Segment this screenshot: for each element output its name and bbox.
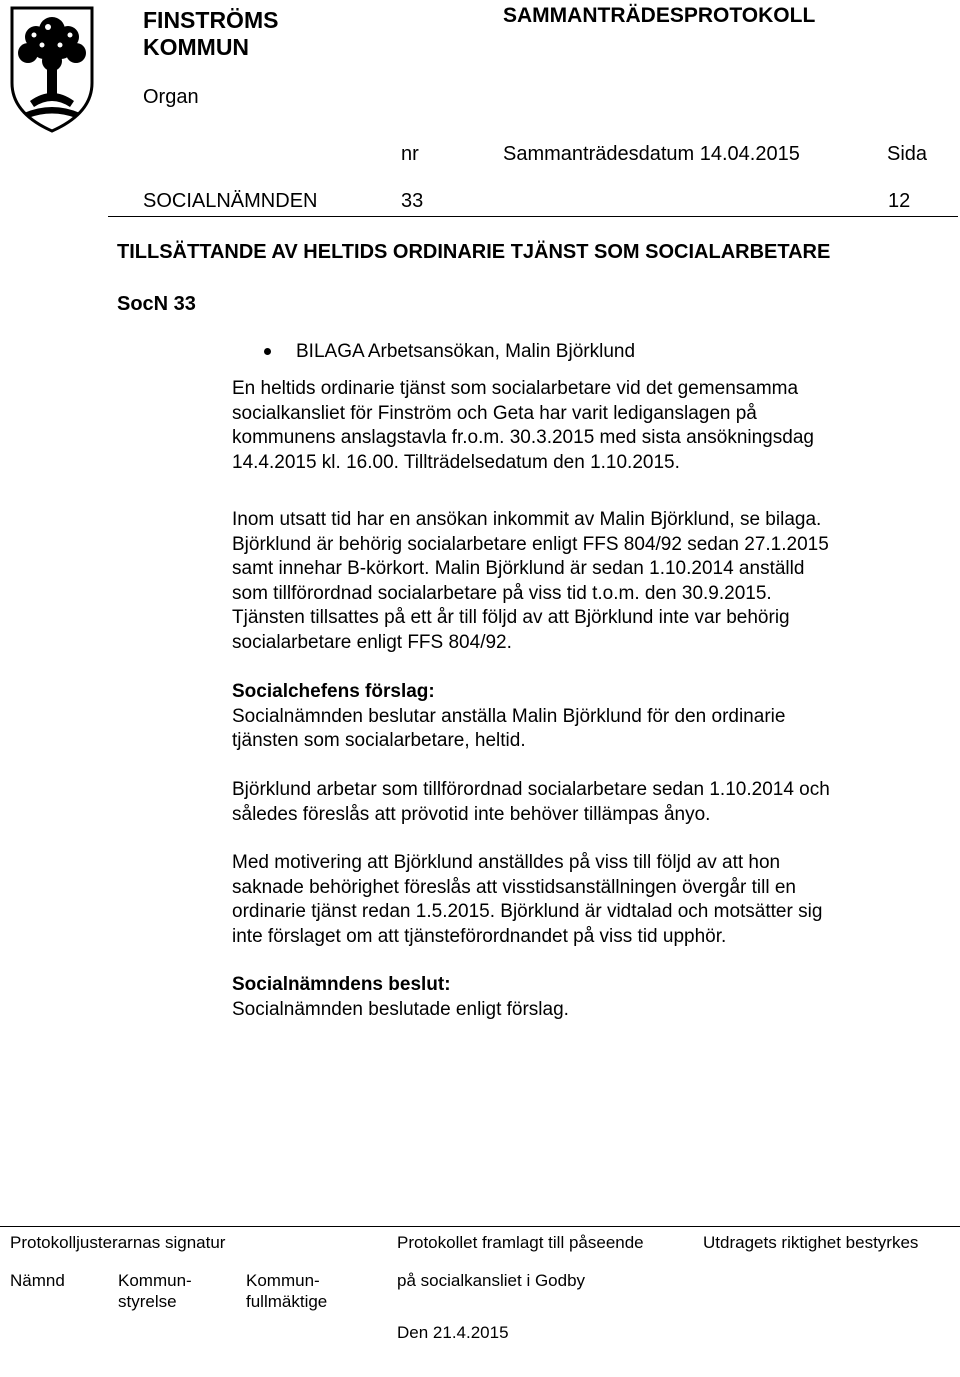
bullet-icon [264,348,271,355]
presentation-date: Den 21.4.2015 [397,1323,509,1342]
text-line: En heltids ordinarie tjänst som socialarbetare vid det gemensamma [232,378,799,399]
council-label-1: Kommun- [246,1271,320,1290]
text-line: som tillförordnad socialarbetare på viss tid t.o.m. den 30.9.2015. [232,582,772,604]
decision-text: Socialnämnden beslutade enligt förslag. [232,998,569,1020]
text-line: Björklund arbetar som tillförordnad socialarbetare sedan 1.10.2014 och [232,779,830,800]
text-line: Med motivering att Björklund anställdes på viss till följd av att hon [232,852,781,873]
meeting-date: Sammanträdesdatum 14.04.2015 [503,143,800,165]
text-line: samt innehar B-körkort. Malin Björklund är sedan 1.10.2014 anställd [232,558,805,579]
municipal-board-label-1: Kommun- [118,1271,192,1290]
presentation-location: på socialkansliet i Godby [397,1271,586,1290]
header-divider [108,216,958,217]
signatures-label: Protokolljusterarnas signatur [10,1233,226,1252]
organ-name: SOCIALNÄMNDEN [143,190,318,212]
decision-section [232,973,932,1022]
text-line: socialkansliet för Finström och Geta har varit lediganslagen på [232,402,757,424]
section-number: 33 [401,190,424,212]
text-line: Socialnämnden beslutar anställa Malin Björklund för den ordinarie [232,705,786,727]
proposal-heading: Socialchefens förslag: [232,681,435,702]
municipality-name-line1: FINSTRÖMS [143,7,279,33]
text-line: inte förslaget om att tjänsteförordnandet på viss tid upphör. [232,925,727,947]
section-title: TILLSÄTTANDE AV HELTIDS ORDINARIE TJÄNST SOM SOCIALARBETARE [117,241,831,263]
attachment-item: BILAGA Arbetsansökan, Malin Björklund [296,341,636,362]
presented-label: Protokollet framlagt till påseende [397,1233,644,1252]
council-label-2: fullmäktige [246,1292,328,1311]
organ-label: Organ [143,86,199,108]
board-label: Nämnd [10,1271,65,1290]
proposal-section [232,680,932,754]
text-line: saknade behörighet föreslås att visstidsanställningen övergår till en [232,876,796,898]
motivation-paragraph [232,851,932,949]
certified-label: Utdragets riktighet bestyrkes [703,1233,919,1252]
trial-paragraph [232,778,932,827]
nr-label: nr [401,143,419,165]
text-line: Inom utsatt tid har en ansökan inkommit av Malin Björklund, se bilaga. [232,509,822,530]
municipal-board-label-2: styrelse [118,1292,177,1311]
text-line: således föreslås att prövotid inte behöver tillämpas ånyo. [232,803,711,825]
footer-divider [0,1226,960,1227]
text-line: Tjänsten tillsattes på ett år till följd av att Björklund inte var behörig [232,607,790,628]
paragraph-id: SocN 33 [117,293,196,315]
text-line: 14.4.2015 kl. 16.00. Tillträdelsedatum den 1.10.2015. [232,451,680,473]
text-line: socialarbetare enligt FFS 804/92. [232,631,512,653]
page-label: Sida [887,143,928,165]
text-line: tjänsten som socialarbetare, heltid. [232,730,526,751]
municipality-name-line2: KOMMUN [143,34,250,60]
text-line: ordinarie tjänst redan 1.5.2015. Björklund är vidtalad och motsätter sig [232,901,823,922]
text-line: kommunens anslagstavla fr.o.m. 30.3.2015 med sista ansökningsdag [232,427,814,448]
page-number: 12 [888,190,911,212]
decision-heading: Socialnämndens beslut: [232,974,451,995]
protocol-title: SAMMANTRÄDESPROTOKOLL [503,4,816,27]
details-paragraph [232,508,932,655]
text-line: Björklund är behörig socialarbetare enligt FFS 804/92 sedan 27.1.2015 [232,533,829,555]
intro-paragraph [232,377,932,475]
coat-of-arms-icon [8,5,96,133]
